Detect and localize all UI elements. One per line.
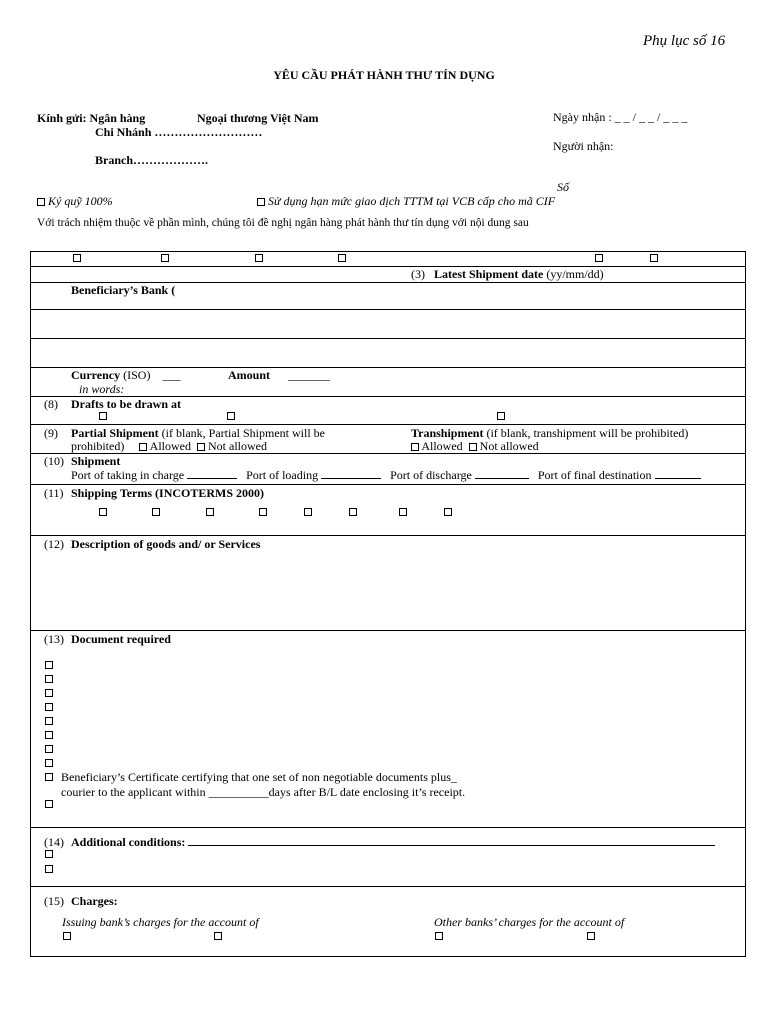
- charges-label: Charges:: [71, 894, 118, 908]
- checkbox-icon[interactable]: [152, 508, 160, 516]
- checkbox-icon[interactable]: [99, 508, 107, 516]
- row-divider: [30, 827, 746, 828]
- row-divider: [30, 424, 746, 425]
- additional-conditions-label: Additional conditions:: [71, 835, 186, 849]
- currency-label: Currency: [71, 368, 121, 382]
- latest-shipment-label: Latest Shipment date: [434, 267, 544, 281]
- port-final-field[interactable]: [655, 468, 701, 479]
- receiver-field[interactable]: Người nhận:: [553, 139, 614, 153]
- allowed-label: Allowed: [421, 439, 463, 453]
- page-title: YÊU CẦU PHÁT HÀNH THƯ TÍN DỤNG: [273, 68, 495, 82]
- section-number: (9): [44, 426, 58, 440]
- row-divider: [30, 266, 746, 267]
- section-number: (12): [44, 537, 64, 551]
- intro-text: Với trách nhiệm thuộc về phần mình, chúng tôi đề nghị ngân hàng phát hành thư tín dụng với nội dung sau: [37, 217, 529, 229]
- issuing-bank-charges-label: Issuing bank’s charges for the account of: [62, 915, 259, 929]
- checkbox-icon[interactable]: [45, 675, 53, 683]
- section-number: (13): [44, 632, 64, 646]
- section-number: (11): [44, 486, 64, 500]
- checkbox-icon[interactable]: [45, 865, 53, 873]
- port-taking-charge-field[interactable]: [187, 468, 237, 479]
- row-divider: [30, 309, 746, 310]
- shipping-terms-label: Shipping Terms (INCOTERMS 2000): [71, 486, 265, 500]
- checkbox-icon[interactable]: [650, 254, 658, 262]
- shipment-label: Shipment: [71, 454, 121, 468]
- branch-en-field[interactable]: Branch……………….: [95, 153, 209, 167]
- row-divider: [30, 886, 746, 887]
- allowed-label: Allowed: [149, 439, 191, 453]
- checkbox-icon[interactable]: [45, 850, 53, 858]
- checkbox-icon[interactable]: [435, 932, 443, 940]
- option-deposit[interactable]: [37, 194, 113, 209]
- checkbox-icon[interactable]: [73, 254, 81, 262]
- checkbox-icon[interactable]: [227, 412, 235, 420]
- goods-description-label: Description of goods and/ or Services: [71, 537, 261, 551]
- checkbox-icon[interactable]: [338, 254, 346, 262]
- row-divider: [30, 630, 746, 631]
- additional-conditions-row: [71, 835, 715, 850]
- additional-conditions-field[interactable]: [188, 835, 715, 846]
- latest-shipment-format: (yy/mm/dd): [546, 267, 604, 281]
- checkbox-icon[interactable]: [595, 254, 603, 262]
- checkbox-icon[interactable]: [197, 443, 205, 451]
- transhipment-label: Transhipment: [411, 426, 484, 440]
- received-date-field[interactable]: Ngày nhận : _ _ / _ _ / _ _ _: [553, 110, 688, 124]
- section-number: (3): [411, 267, 425, 281]
- checkbox-icon[interactable]: [411, 443, 419, 451]
- port-discharge-label: Port of discharge: [390, 468, 472, 482]
- section-number: (8): [44, 397, 58, 411]
- beneficiary-certificate-line-2: courier to the applicant within __________days after B/L date enclosing it’s receipt.: [61, 785, 466, 799]
- option-deposit-label: Ký quỹ 100%: [48, 194, 113, 208]
- partial-shipment-note: (if blank, Partial Shipment will be: [161, 426, 325, 440]
- currency-field[interactable]: ___: [162, 368, 181, 382]
- checkbox-icon[interactable]: [399, 508, 407, 516]
- addressee-label: Kính gửi: Ngân hàng: [37, 111, 146, 125]
- section-number: (15): [44, 894, 64, 908]
- port-taking-charge-label: Port of taking in charge: [71, 468, 185, 482]
- partial-shipment-note-2: prohibited): [71, 439, 125, 453]
- checkbox-icon[interactable]: [99, 412, 107, 420]
- checkbox-icon[interactable]: [45, 703, 53, 711]
- checkbox-icon[interactable]: [45, 717, 53, 725]
- amount-field[interactable]: _______: [288, 368, 331, 382]
- checkbox-icon[interactable]: [257, 198, 265, 206]
- amount-in-words[interactable]: in words:: [79, 382, 125, 396]
- checkbox-icon[interactable]: [255, 254, 263, 262]
- checkbox-icon[interactable]: [45, 745, 53, 753]
- drafts-label: Drafts to be drawn at: [71, 397, 181, 411]
- checkbox-icon[interactable]: [304, 508, 312, 516]
- option-credit-limit[interactable]: [257, 194, 555, 209]
- checkbox-icon[interactable]: [469, 443, 477, 451]
- latest-shipment-row: [411, 267, 604, 282]
- option-credit-limit-label: Sử dụng hạn mức giao dịch TTTM tại VCB cấp cho mã CIF: [268, 194, 556, 208]
- branch-vn-field[interactable]: Chi Nhánh ………………………: [95, 125, 263, 139]
- checkbox-icon[interactable]: [45, 773, 53, 781]
- checkbox-icon[interactable]: [45, 661, 53, 669]
- port-final-label: Port of final destination: [537, 468, 652, 482]
- transhipment-note: (if blank, transhipment will be prohibited): [486, 426, 689, 440]
- partial-shipment-label: Partial Shipment: [71, 426, 159, 440]
- checkbox-icon[interactable]: [37, 198, 45, 206]
- row-divider: [30, 484, 746, 485]
- lc-application-table: [30, 251, 746, 957]
- section-number: (10): [44, 454, 64, 468]
- currency-iso: (ISO): [123, 368, 151, 382]
- checkbox-icon[interactable]: [444, 508, 452, 516]
- amount-row: [228, 368, 330, 383]
- checkbox-icon[interactable]: [63, 932, 71, 940]
- port-discharge-field[interactable]: [475, 468, 529, 479]
- documents-required-label: Document required: [71, 632, 171, 646]
- row-divider: [30, 338, 746, 339]
- transhipment-options: [411, 439, 539, 454]
- checkbox-icon[interactable]: [45, 759, 53, 767]
- currency-row: [71, 368, 180, 383]
- appendix-number: Phụ lục số 16: [643, 33, 726, 49]
- checkbox-icon[interactable]: [587, 932, 595, 940]
- checkbox-icon[interactable]: [259, 508, 267, 516]
- partial-shipment-options: [71, 439, 267, 454]
- checkbox-icon[interactable]: [161, 254, 169, 262]
- section-number: (14): [44, 835, 64, 849]
- beneficiary-certificate-line-1: Beneficiary’s Certificate certifying that one set of non negotiable documents plus_: [61, 770, 457, 784]
- checkbox-icon[interactable]: [349, 508, 357, 516]
- checkbox-icon[interactable]: [139, 443, 147, 451]
- checkbox-icon[interactable]: [214, 932, 222, 940]
- other-bank-charges-label: Other banks’ charges for the account of: [434, 915, 625, 929]
- not-allowed-label: Not allowed: [208, 439, 267, 453]
- not-allowed-label: Not allowed: [479, 439, 539, 453]
- port-loading-label: Port of loading: [246, 468, 319, 482]
- checkbox-icon[interactable]: [45, 800, 53, 808]
- bank-name: Ngoại thương Việt Nam: [197, 111, 319, 125]
- checkbox-icon[interactable]: [45, 689, 53, 697]
- amount-label: Amount: [228, 368, 271, 382]
- row-divider: [30, 535, 746, 536]
- beneficiary-bank-label: Beneficiary’s Bank (: [71, 283, 176, 297]
- port-loading-field[interactable]: [321, 468, 381, 479]
- number-label: Số: [557, 180, 569, 194]
- checkbox-icon[interactable]: [206, 508, 214, 516]
- checkbox-icon[interactable]: [45, 731, 53, 739]
- checkbox-icon[interactable]: [497, 412, 505, 420]
- shipment-ports-row: [71, 468, 701, 483]
